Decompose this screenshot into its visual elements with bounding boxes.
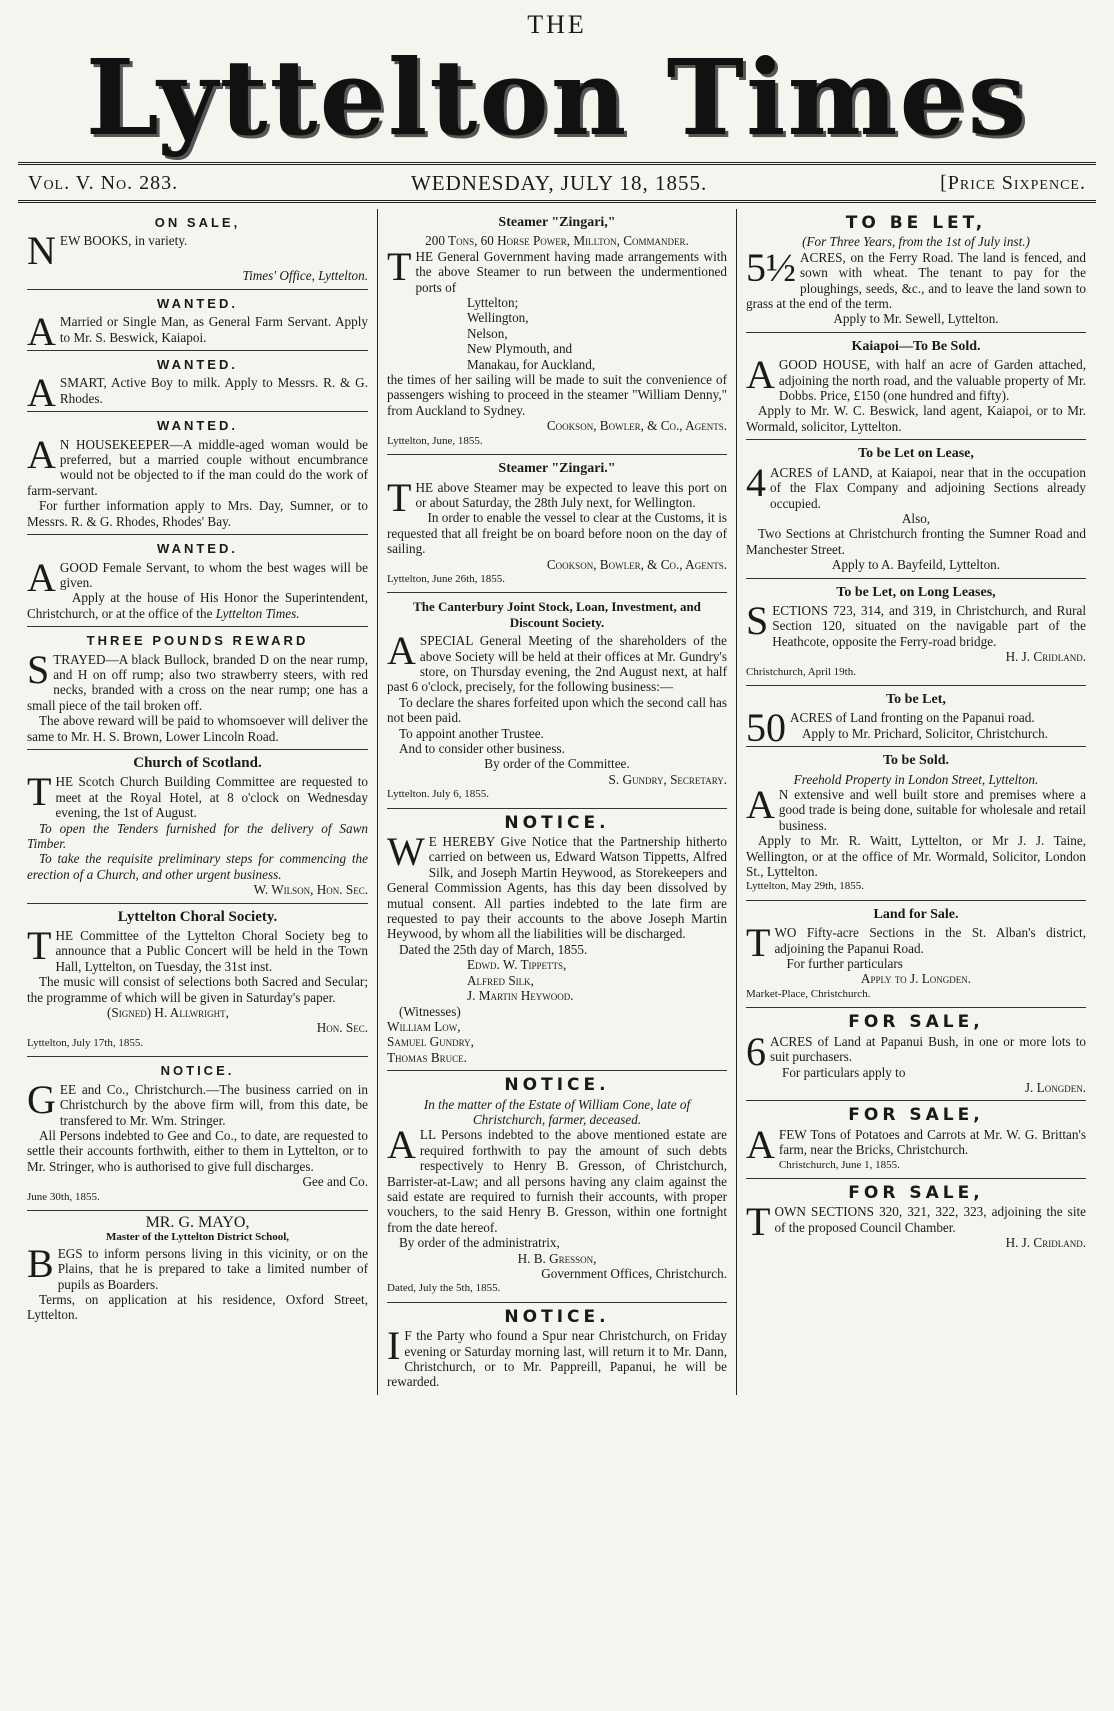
ad-body: Married or Single Man, as General Farm Servant. Apply to Mr. S. Beswick, Kaiapoi. [59, 314, 368, 345]
drop-cap: A [27, 431, 56, 477]
ad-heading: Church of Scotland. [133, 754, 262, 771]
ad-body-3: Apply to J. Longden. [860, 971, 972, 987]
ad-mr-mayo [27, 1211, 368, 1328]
drop-cap: T [387, 474, 412, 520]
ad-body: TRAYED—A black Bullock, branded D on the near rump, and H on off rump; also two strawberry steers, with red necks, branded with a cross on the near rump; one has a small piece of the tail broken off. [27, 651, 368, 713]
ad-body-2: Apply at the house of His Honor the Superintendent, Christchurch, or at the office of the [27, 590, 368, 621]
ad-heading: Land for Sale. [873, 906, 959, 922]
ad-name-1: Edwd. W. Tippetts, [467, 957, 567, 973]
drop-cap: A [27, 554, 56, 600]
ad-heading: Lyttelton Choral Society. [117, 908, 278, 925]
ad-heading: To be Let on Lease, [858, 446, 974, 462]
ad-body-2: Two Sections at Christchurch fronting the Sumner Road and Manchester Street. [746, 526, 1086, 557]
ad-signature: Cookson, Bowler, & Co., Agents. [546, 418, 727, 434]
ad-notice-spur [387, 1303, 727, 1395]
ad-heading: ON SALE, [154, 215, 241, 230]
ad-body: EGS to inform persons living in this vicinity, or on the Plains, that he is prepared to take a limited number of pupils as Boarders. [57, 1245, 368, 1292]
ad-for-sale-town-sections [746, 1179, 1086, 1256]
drop-cap: S [746, 597, 769, 643]
ad-heading: The Canterbury Joint Stock, Loan, Investment, and Discount Society. [413, 599, 701, 630]
drop-cap: A [746, 352, 775, 398]
ad-wanted-boy [27, 351, 368, 416]
ad-signature-title: Hon. Sec. [316, 1020, 368, 1036]
ad-choral-society [27, 904, 368, 1058]
ad-notice-estate [387, 1071, 727, 1303]
ad-signature: S. Gundry, Secretary. [608, 771, 727, 787]
ad-signature: H. J. Cridland. [1005, 649, 1086, 665]
port-item: New Plymouth, and [467, 341, 573, 357]
drop-cap: T [746, 1199, 771, 1245]
ad-body: EE and Co., Christchurch.—The business carried on in Christchurch by the above firm will, from this date, be transfered to Mr. Wm. Stringer. [59, 1081, 368, 1128]
ad-date: Lyttelton. July 6, 1855. [387, 788, 490, 801]
ad-heading: To be Let, [886, 691, 946, 707]
ad-body-3: Apply to A. Bayfeild, Lyttelton. [831, 557, 1001, 573]
ad-body-2: All Persons indebted to Gee and Co., to date, are requested to settle their accounts forthwith, either to them in Lyttelton, or to Mr. Stringer, who is authorised to give full discharges. [27, 1127, 368, 1174]
ad-body: WO Fifty-acre Sections in the St. Alban's district, adjoining the Papanui Road. [774, 925, 1086, 956]
ad-body: N HOUSEKEEPER—A middle-aged woman would be preferred, but a married couple without encumbrance would not be objected to if the man could do the work of farm-servant. [27, 436, 368, 498]
ad-line-4: By order of the Committee. [484, 756, 630, 772]
ad-subheading: Master of the Lyttelton District School, [105, 1231, 290, 1244]
ad-signature: (Signed) H. Allwright, [107, 1005, 229, 1021]
port-item: Nelson, [467, 325, 508, 341]
ad-date: Christchurch, June 1, 1855. [778, 1158, 900, 1171]
ad-church-of-scotland [27, 750, 368, 904]
ad-land-for-sale [746, 901, 1086, 1008]
ad-date: Lyttelton, May 29th, 1855. [746, 880, 864, 893]
ad-subheading: 200 Tons, 60 Horse Power, Millton, Commander. [425, 233, 689, 249]
ad-canterbury-society [387, 593, 727, 808]
ad-body: LL Persons indebted to the above mentioned estate are required forthwith to pay the amount of such debts respectively to Henry B. Gresson, of Christchurch, Barrister-at-Law; and all persons having any claim against the said estate are required to furnish their accounts, with proper vouchers, to the said Henry B. Gresson, within one fortnight from the date hereof. [387, 1127, 727, 1235]
ad-name-2: Alfred Silk, [467, 972, 534, 988]
ad-body-2: the times of her sailing will be made to suit the convenience of passengers wishing to proceed in the steamer "William Denny," from Auckland to Sydney. [387, 372, 727, 418]
drop-cap: A [746, 1121, 775, 1167]
ad-date: Lyttelton, July 17th, 1855. [27, 1036, 144, 1049]
drop-cap: T [387, 243, 412, 289]
ad-body: GOOD HOUSE, with half an acre of Garden attached, adjoining the north road, and the valuable property of Mr. Dobbs. Price, £150 (one hundred and fifty). [778, 357, 1086, 404]
masthead [18, 0, 1096, 203]
drop-cap: W [387, 829, 425, 875]
ad-on-sale-books [27, 209, 368, 290]
ad-date: Lyttelton, June 26th, 1855. [387, 572, 505, 585]
ad-body: HE above Steamer may be expected to leave this port on or about Saturday, the 28th July next, for Wellington. [415, 479, 727, 510]
ad-body: ACRES of LAND, at Kaiapoi, near that in the occupation of the Flax Company and adjoining Sections already occupied. [770, 464, 1086, 511]
drop-cap: A [27, 370, 56, 416]
ad-body-2: By order of the administratrix, [399, 1235, 560, 1251]
ad-heading: NOTICE. [160, 1063, 235, 1079]
column-1 [18, 209, 377, 1395]
ad-line-1: To declare the shares forfeited upon which the second call has not been paid. [387, 694, 727, 726]
ad-heading: TO BE LET, [845, 213, 987, 233]
ad-heading: To be Let, on Long Leases, [836, 584, 996, 600]
ad-body: ACRES of Land at Papanui Bush, in one or more lots to suit purchasers. [770, 1033, 1086, 1065]
drop-cap: 50 [746, 705, 786, 751]
ad-witness-3: Thomas Bruce. [387, 1049, 467, 1065]
dateline [18, 162, 1096, 203]
ad-heading: WANTED. [157, 418, 238, 434]
drop-cap: S [27, 646, 50, 692]
ad-for-sale-papanui [746, 1008, 1086, 1101]
ad-witness-2: Samuel Gundry, [387, 1034, 474, 1050]
ad-body: HE Committee of the Lyttelton Choral Society beg to announce that a Public Concert will be held in the Town Hall, Lyttelton, on Tuesday, the 31st inst. [55, 928, 368, 974]
ad-body-2: Apply to Mr. R. Waitt, Lyttelton, or Mr J. J. Taine, Wellington, or at the office of Mr. Wormald, Solicitor, London St., Lyttelton. [746, 833, 1086, 880]
drop-cap: I [387, 1323, 401, 1369]
ad-date: Christchurch, April 19th. [746, 665, 856, 678]
ad-heading: Kaiapoi—To Be Sold. [851, 338, 981, 354]
ad-body-2: Apply to Mr. W. C. Beswick, land agent, Kaiapoi, or to Mr. Wormald, solicitor, Lyttelton. [746, 403, 1086, 434]
ad-three-pounds-reward [27, 627, 368, 750]
ad-wanted-female-servant [27, 535, 368, 627]
drop-cap: A [27, 309, 56, 355]
ad-body: ECTIONS 723, 314, and 319, in Christchurch, and Rural Section 120, situated on the navigable part of the Heathcote, opposite the Ferry-road bridge. [772, 602, 1086, 649]
ad-to-be-let-50 [746, 686, 1086, 751]
drop-cap: A [746, 782, 775, 827]
ad-subheading: In the matter of the Estate of William Cone, late of Christchurch, farmer, deceased. [423, 1096, 691, 1127]
columns [18, 209, 1096, 1395]
drop-cap: N [27, 228, 56, 274]
ad-name-3: J. Martin Heywood. [467, 988, 574, 1004]
ad-signature: H. B. Gresson, [517, 1250, 597, 1266]
ad-signature: W. Wilson, Hon. Sec. [253, 882, 368, 898]
ad-body: SPECIAL General Meeting of the shareholders of the above Society will be held at their offices at Mr. Gundry's store, on Thursday evening, the 2nd August next, at half past 6 o'clock, precisely, for the following business:— [387, 633, 727, 695]
ad-witnesses-label: (Witnesses) [399, 1003, 461, 1019]
ad-date: Dated, July the 5th, 1855. [387, 1282, 501, 1295]
ad-signature: Lyttelton Times. [215, 605, 300, 621]
ad-body-2: Apply to Mr. Prichard, Solicitor, Christchurch. [802, 725, 1048, 741]
ad-wanted-farm-servant [27, 290, 368, 355]
ad-body: HE General Government having made arrangements with the above Steamer to run between the undermentioned ports of [415, 248, 727, 295]
ad-subheading: (For Three Years, from the 1st of July inst.) [802, 234, 1030, 250]
drop-cap: A [387, 1122, 416, 1168]
ad-body: F the Party who found a Spur near Christchurch, on Friday evening or Saturday morning last, will return it to Mr. Dann, Christchurch, or to Mr. Pappreill, Papanui, he will be rewarded. [387, 1328, 727, 1390]
ad-steamer-zingari-1 [387, 209, 727, 455]
ad-body-2: For further particulars [786, 956, 903, 972]
ad-heading: Steamer "Zingari." [498, 461, 616, 477]
ad-body: HE Scotch Church Building Committee are requested to meet at the Royal Hotel, at 8 o'clock on Wednesday evening, the 1st of August. [55, 774, 368, 821]
ad-date: Lyttelton, June, 1855. [387, 434, 483, 447]
ad-heading: THREE POUNDS REWARD [86, 633, 309, 649]
port-item: Lyttelton; [467, 295, 519, 311]
port-item: Wellington, [467, 310, 529, 326]
drop-cap: T [746, 920, 771, 966]
issue-date: WEDNESDAY, JULY 18, 1855. [410, 171, 708, 195]
ad-body: N extensive and well built store and premises where a good trade is being done, suitable for wholesale and retail business. [778, 787, 1086, 833]
volume-number: Vol. V. No. 283. [28, 172, 179, 194]
ad-body-2: Dated the 25th day of March, 1855. [399, 941, 588, 957]
ad-heading: FOR SALE, [848, 1105, 984, 1126]
ad-body-2: The music will consist of selections both Sacred and Secular; the programme of which will be given in Saturday's paper. [27, 974, 368, 1005]
drop-cap: 5½ [746, 244, 796, 290]
column-3 [736, 209, 1095, 1395]
ad-heading: FOR SALE, [848, 1182, 984, 1203]
ad-line-3: And to consider other business. [399, 741, 565, 756]
ad-heading: NOTICE. [504, 1075, 610, 1096]
drop-cap: G [27, 1076, 56, 1122]
ad-body-2: The above reward will be paid to whomsoever will deliver the same to Mr. H. S. Brown, Lower Lincoln Road. [27, 713, 368, 744]
drop-cap: 6 [746, 1028, 766, 1074]
ad-heading: MR. G. MAYO, [145, 1213, 250, 1231]
ad-for-sale-potatoes [746, 1101, 1086, 1179]
masthead-title: Lyttelton Times [85, 36, 1029, 159]
ad-signature-office: Government Offices, Christchurch. [541, 1266, 727, 1281]
ad-subheading: Freehold Property in London Street, Lyttelton. [793, 771, 1039, 787]
ad-item-2: To take the requisite preliminary steps for commencing the erection of a Church, and other urgent business. [27, 851, 368, 882]
drop-cap: T [27, 923, 52, 969]
ad-body-2: For particulars apply to [782, 1064, 906, 1080]
ad-signature: Times' Office, Lyttelton. [242, 268, 368, 284]
ad-long-leases [746, 579, 1086, 686]
ports-list [387, 295, 727, 372]
drop-cap: A [387, 628, 416, 674]
ad-to-be-let-acres [746, 209, 1086, 333]
price: [Price Sixpence. [940, 172, 1086, 194]
ad-heading: To be Sold. [882, 753, 949, 769]
drop-cap: 4 [746, 459, 766, 505]
ad-heading: NOTICE. [504, 812, 610, 833]
ad-kaiapoi-house [746, 333, 1086, 440]
ad-signature: Gee and Co. [302, 1174, 368, 1190]
ad-heading: Steamer "Zingari," [498, 215, 616, 230]
ad-body: OWN SECTIONS 320, 321, 322, 323, adjoining the site of the proposed Council Chamber. [774, 1204, 1086, 1235]
ad-body-2: In order to enable the vessel to clear at the Customs, it is requested that all freight be on board before noon on the day of sailing. [387, 510, 727, 557]
ad-body-2: For further information apply to Mrs. Day, Sumner, or to Messrs. R. & G. Rhodes, Rhodes' Bay. [27, 498, 368, 529]
ad-body: ACRES, on the Ferry Road. The land is fenced, and sown with wheat. The tenant to pay for the ploughings, seeds, &c., and to leave the land sown to grass at the end of the term. [746, 249, 1086, 312]
port-item: Manakau, for Auckland, [467, 356, 596, 372]
ad-body: EW BOOKS, in variety. [59, 233, 188, 249]
ad-notice-partnership [387, 809, 727, 1072]
ad-body: FEW Tons of Potatoes and Carrots at Mr. W. G. Brittan's farm, near the Bricks, Christchurch. [778, 1126, 1086, 1158]
ad-body-2: Terms, on application at his residence, Oxford Street, Lyttelton. [27, 1291, 368, 1323]
ad-to-be-sold-store [746, 747, 1086, 901]
ad-item-1: To open the Tenders furnished for the delivery of Sawn Timber. [27, 820, 368, 851]
ad-also: Also, [901, 510, 931, 526]
drop-cap: T [27, 769, 52, 815]
ad-date: Market-Place, Christchurch. [746, 987, 871, 1000]
ad-signature: H. J. Cridland. [1005, 1235, 1086, 1251]
ad-notice-gee [27, 1057, 368, 1211]
ad-steamer-zingari-2 [387, 455, 727, 593]
drop-cap: B [27, 1240, 54, 1286]
ad-body: E HEREBY Give Notice that the Partnership hitherto carried on between us, Edward Watson Tippetts, Alfred Silk, and Joseph Martin Heywood, as Storekeepers and General Commission Agents, has this day been dissolved by mutual consent. All parties indebted to the late firm are requested to pay their accounts to the above Joseph Martin Heywood, by whom all the liabilities will be discharged. [387, 834, 727, 942]
ad-witness-1: William Low, [387, 1018, 461, 1034]
ad-signature: J. Longden. [1024, 1079, 1086, 1095]
ad-heading: WANTED. [157, 541, 238, 557]
ad-body: SMART, Active Boy to milk. Apply to Messrs. R. & G. Rhodes. [59, 375, 368, 406]
ad-heading: FOR SALE, [848, 1012, 984, 1033]
ad-wanted-housekeeper [27, 412, 368, 535]
ad-body: GOOD Female Servant, to whom the best wages will be given. [59, 559, 368, 590]
ad-body-2: Apply to Mr. Sewell, Lyttelton. [833, 311, 999, 327]
ad-heading: WANTED. [157, 295, 238, 311]
masthead-the: THE [527, 10, 587, 39]
ad-date: June 30th, 1855. [27, 1190, 100, 1203]
ad-body: ACRES of Land fronting on the Papanui road. [790, 710, 1035, 726]
ad-heading: WANTED. [157, 357, 238, 373]
ad-heading: NOTICE. [504, 1306, 610, 1327]
ad-let-on-lease [746, 440, 1086, 578]
ad-line-2: To appoint another Trustee. [399, 725, 544, 741]
ad-signature: Cookson, Bowler, & Co., Agents. [546, 556, 727, 572]
column-2 [377, 209, 736, 1395]
